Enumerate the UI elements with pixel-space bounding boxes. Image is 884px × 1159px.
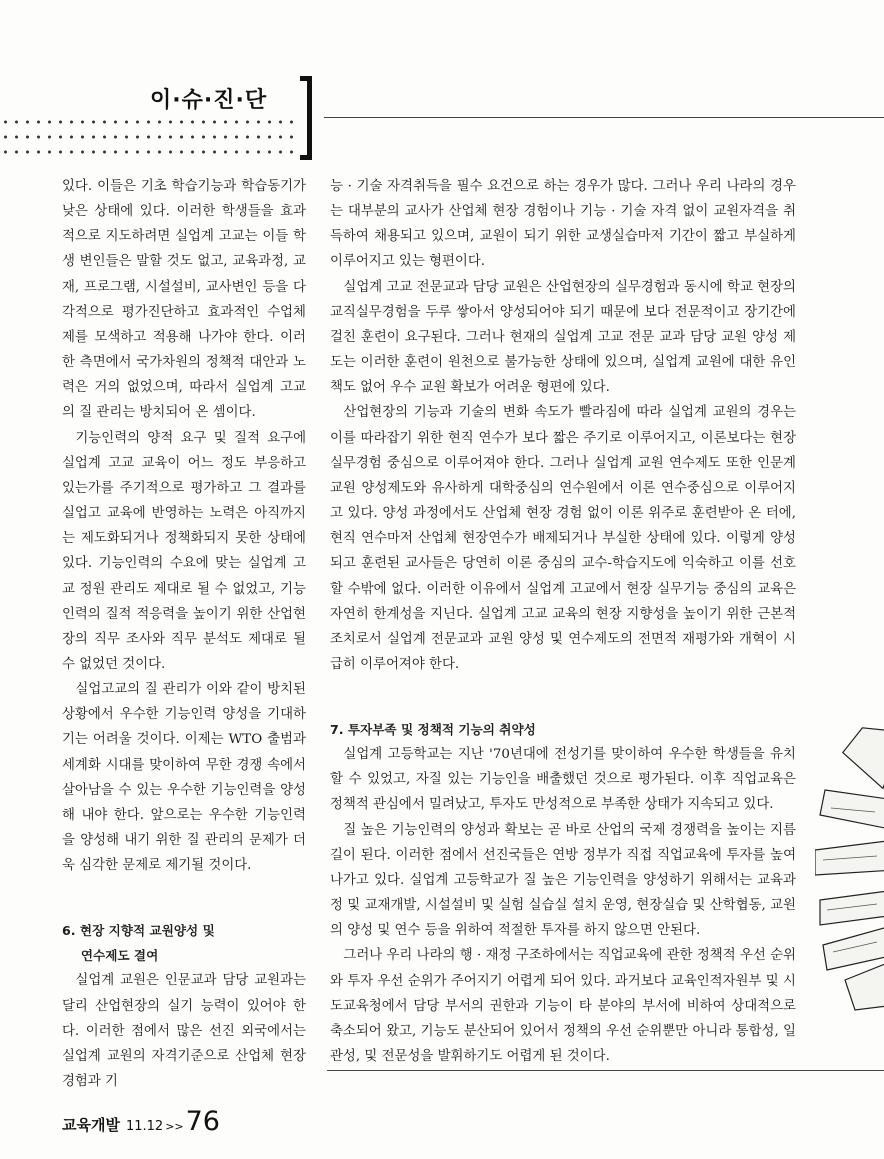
- decorative-tags-image: [815, 720, 884, 1020]
- arrow-glyph: >>: [165, 1120, 184, 1133]
- dot-row: [0, 120, 296, 124]
- footer-rule: [327, 1070, 884, 1071]
- page-number: 76: [185, 1106, 220, 1137]
- section-bracket: [300, 76, 312, 160]
- paragraph: 실업고교의 질 관리가 이와 같이 방치된 상황에서 우수한 기능인력 양성을 기대하기는 어려울 것이다. 이제는 WTO 출범과 세계화 시대를 맞이하여 무한 경쟁 속에서 살아남을 수 있는 우수한 기능인력을 양성해 내야 한다. 앞으로는 우수한 기능인력을 양성해 내기 위한 질 관리의 문제가 더욱 심각한 문제로 제기될 것이다.: [62, 682, 306, 874]
- section-6-heading: 6. 현장 지향적 교원양성 및: [62, 923, 215, 939]
- paragraph: 있다. 이들은 기초 학습기능과 학습동기가 낮은 상태에 있다. 이러한 학생들을 효과적으로 지도하려면 실업계 고교는 이들 학생 변인들은 말할 것도 없고, 교육과정, 교재, 프로그램, 시설설비, 교사변인 등을 다각적으로 평가진단하고 효과적인 수업체제를 모색하고 적용해 나가야 한다. 이러한 측면에서 국가차원의 정책적 대안과 노력은 거의 없었으며, 따라서 실업계 고교의 질 관리는 방치되어 온 셈이다.: [62, 179, 306, 421]
- paragraph: 실업계 교원은 인문교과 담당 교원과는 달리 산업현장의 실기 능력이 있어야 한다. 이러한 점에서 많은 선진 외국에서는 실업계 교원의 자격기준으로 산업체 현장 경험과 기: [62, 973, 306, 1089]
- dot-row: [0, 150, 296, 154]
- tag-shape: [815, 840, 884, 875]
- spacer: [62, 878, 306, 918]
- paragraph: 그러나 우리 나라의 행 · 재정 구조하에서는 직업교육에 관한 정책적 우선 순위와 투자 우선 순위가 주어지기 어렵게 되어 있다. 과거보다 교육인적자원부 및 시도교육청에서 담당 부서의 권한과 기능이 타 분야의 부서에 비하여 상대적으로 축소되어 왔고, 기능도 분산되어 있어서 정책의 우선 순위뿐만 아니라 통합성, 일관성, 및 전문성을 발휘하기도 어렵게 된 것이다.: [330, 948, 796, 1064]
- paragraph: 질 높은 기능인력의 양성과 확보는 곧 바로 산업의 국제 경쟁력을 높이는 지름길이 된다. 이러한 점에서 선진국들은 연방 정부가 직접 직업교육에 투자를 높여 나가고 있다. 실업계 고등학교가 질 높은 기능인력을 양성하기 위해서는 교육과정 및 교재개발, 시설설비 및 실험 실습실 설치 운영, 현장실습 및 산학협동, 교원의 양성 및 연수 등을 위하여 적절한 투자를 하지 않으면 안된다.: [330, 822, 796, 939]
- section-title: 이·슈·진·단: [150, 88, 268, 113]
- issue-number: 11.12: [125, 1119, 164, 1134]
- paragraph: 실업계 고교 전문교과 담당 교원은 산업현장의 실무경험과 동시에 학교 현장의 교직실무경험을 두루 쌓아서 양성되어야 되기 때문에 보다 전문적이고 장기간에 걸친 훈련이 요구된다. 그러나 현재의 실업계 고교 전문 교과 담당 교원 양성 제도는 이러한 훈련이 원천으로 불가능한 상태에 있으며, 실업계 교원에 대한 유인책도 없어 우수 교원 확보가 어려운 형편에 있다.: [330, 279, 796, 396]
- page-footer: [62, 1106, 220, 1137]
- dot-row: [0, 135, 296, 139]
- spacer: [330, 677, 796, 717]
- tag-shape: [845, 960, 884, 1010]
- section-7-heading: 7. 투자부족 및 정책적 기능의 취약성: [330, 722, 536, 738]
- paragraph: 실업계 고등학교는 지난 '70년대에 전성기를 맞이하여 우수한 학생들을 유치할 수 있었고, 자질 있는 기능인을 배출했던 것으로 평가된다. 이후 직업교육은 정책적 관심에서 밀려났고, 투자도 만성적으로 부족한 상태가 지속되고 있다.: [330, 747, 796, 813]
- tag-shape: [820, 890, 884, 925]
- paragraph: 기능인력의 양적 요구 및 질적 요구에 실업계 고교 교육이 어느 정도 부응하고 있는가를 주기적으로 평가하고 그 결과를 실업고 교육에 반영하는 노력은 아직까지는 제도화되거나 정책화되지 못한 상태에 있다. 기능인력의 수요에 맞는 실업계 고교 정원 관리도 제대로 될 수 없었고, 기능인력의 질적 적응력을 높이기 위한 산업현장의 직무 조사와 직무 분석도 제대로 될 수 없었던 것이다.: [62, 430, 306, 672]
- header-rule: [324, 117, 884, 118]
- magazine-name: 교육개발: [62, 1116, 120, 1134]
- left-column: [62, 174, 306, 1094]
- section-6-heading-continued: 연수제도 결여: [80, 948, 159, 964]
- paragraph: 산업현장의 기능과 기술의 변화 속도가 빨라짐에 따라 실업계 교원의 경우는 이를 따라잡기 위한 현직 연수가 보다 짧은 주기로 이루어지고, 이론보다는 현장 실무경험 중심으로 이루어져야 한다. 그러나 실업계 교원 연수제도 또한 인문계 교원 양성제도와 유사하게 대학중심의 연수원에서 이론 연수중심으로 이루어지고 있다. 양성 과정에서도 산업체 현장 경험 없이 이론 위주로 훈련받아 온 터에, 현직 연수마저 산업체 현장연수가 배제되거나 부실한 상태에 있다. 이렇게 양성되고 훈련된 교사들은 당연히 이론 중심의 교수-학습지도에 익숙하고 이를 선호할 수밖에 없다. 이러한 이유에서 실업계 고교에서 현장 실무기능 중심의 교육은 자연히 한계성을 지닌다. 실업계 고교 교육의 현장 지향성을 높이기 위한 근본적 조치로서 실업계 전문교과 교원 양성 및 연수제도의 전면적 재평가와 개혁이 시급히 이루어져야 한다.: [330, 405, 796, 672]
- tag-shape: [836, 720, 884, 788]
- right-column: [330, 174, 796, 1069]
- paragraph: 능 · 기술 자격취득을 필수 요건으로 하는 경우가 많다. 그러나 우리 나라의 경우는 대부분의 교사가 산업체 현장 경험이나 기능 · 기술 자격 없이 교원자격을 취득하여 채용되고 있으며, 교원이 되기 위한 교생실습마저 기간이 짧고 부실하게 이루어지고 있는 형편이다.: [330, 179, 796, 270]
